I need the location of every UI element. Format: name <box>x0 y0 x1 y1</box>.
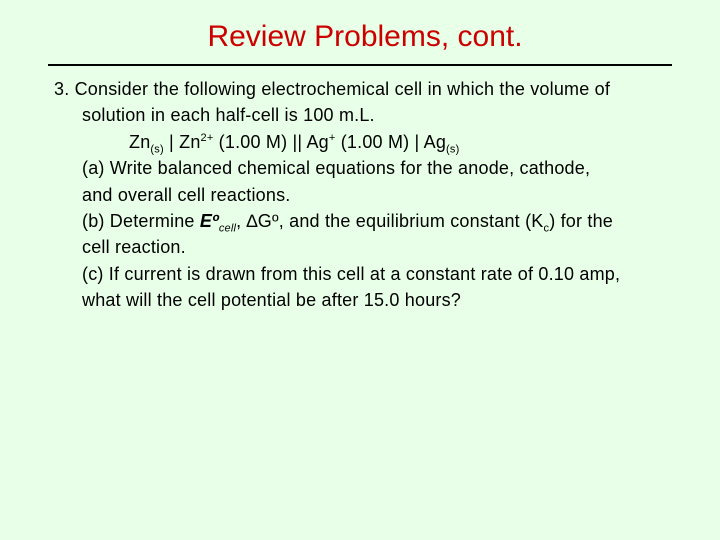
ag-charge: + <box>328 131 336 144</box>
zn-charge: 2+ <box>200 131 214 144</box>
part-b-middle: , ∆Gº, and the equilibrium constant (K <box>236 211 544 232</box>
part-a-line-1: (a) Write balanced chemical equations for the anode, cathode, <box>82 158 591 179</box>
e-cell-symbol: Eº <box>199 211 219 232</box>
problem-line-1: 3. Consider the following electrochemical cell in which the volume of <box>54 79 611 99</box>
separator-1: | Zn <box>163 131 201 152</box>
zn-symbol: Zn <box>129 131 151 152</box>
e-cell-subscript: cell <box>218 222 237 235</box>
problem-line-2: solution in each half-cell is 100 m.L. <box>82 105 375 126</box>
concentration-2: (1.00 M) | Ag <box>335 131 447 152</box>
kc-subscript: c <box>543 222 550 235</box>
part-b-line-1 <box>54 208 694 234</box>
part-b-line-2: cell reaction. <box>82 237 186 258</box>
slide-title: Review Problems, cont. <box>207 20 523 53</box>
part-b-prefix: (b) Determine <box>82 211 200 232</box>
concentration-1: (1.00 M) || Ag <box>213 131 329 152</box>
part-a-line-2: and overall cell reactions. <box>82 184 291 205</box>
title-divider <box>48 64 672 66</box>
part-b-suffix: ) for the <box>549 211 614 232</box>
ag-state: (s) <box>446 143 460 156</box>
part-c-line-1: (c) If current is drawn from this cell at a constant rate of 0.10 amp, <box>82 263 621 284</box>
cell-notation <box>54 129 694 155</box>
part-c-line-2: what will the cell potential be after 15.0 hours? <box>82 290 462 311</box>
problem-text <box>54 76 694 314</box>
zn-state: (s) <box>150 143 164 156</box>
